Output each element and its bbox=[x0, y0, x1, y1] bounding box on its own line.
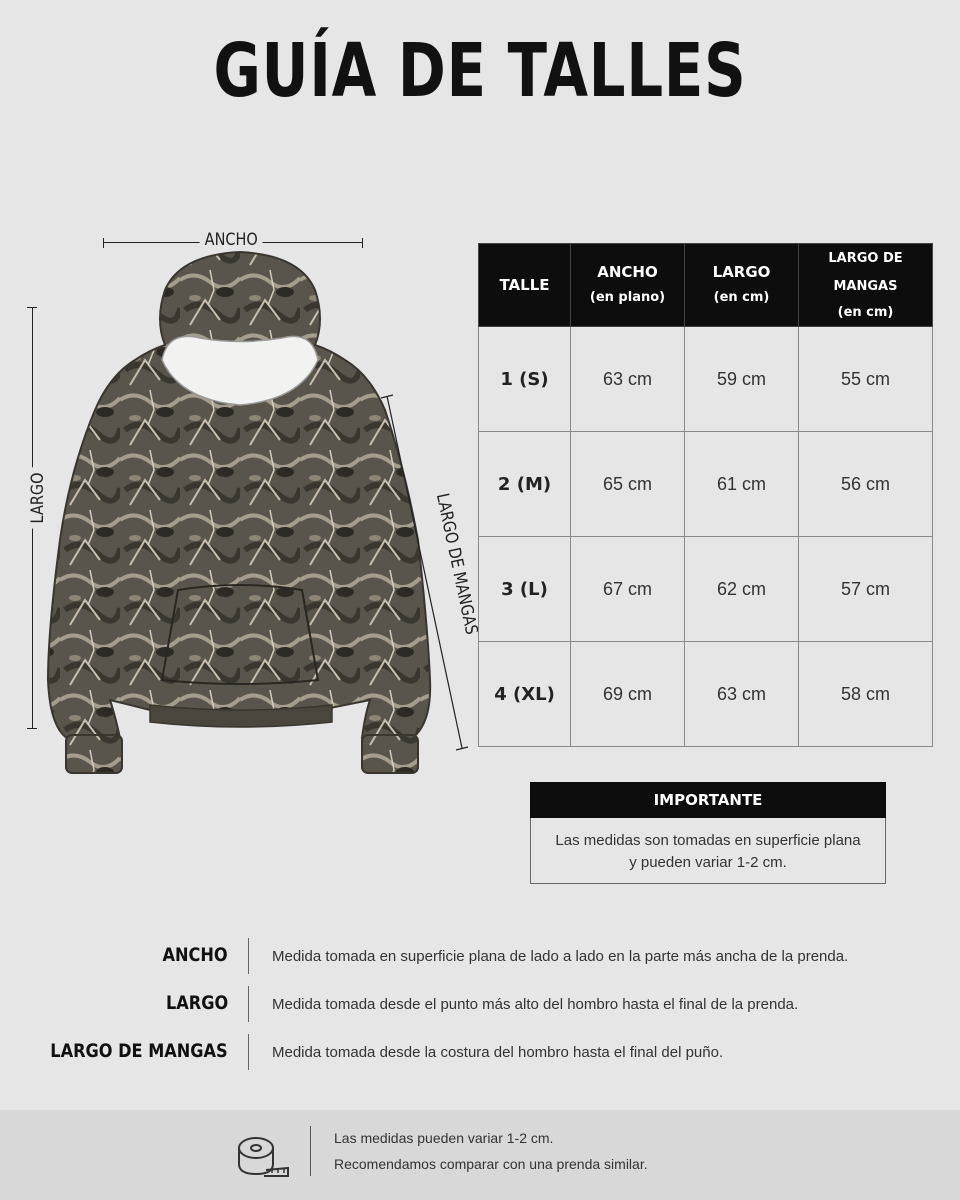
size-cell: 2 (M) bbox=[479, 432, 571, 537]
header-largo: LARGO (en cm) bbox=[685, 244, 799, 327]
ancho-label: ANCHO bbox=[200, 230, 263, 250]
size-table bbox=[478, 243, 933, 747]
hoodie-diagram bbox=[0, 210, 480, 790]
size-cell: 4 (XL) bbox=[479, 642, 571, 747]
header-talle: TALLE bbox=[479, 244, 571, 327]
mangas-cell: 56 cm bbox=[799, 432, 933, 537]
definition-row bbox=[0, 936, 960, 976]
mangas-cell: 55 cm bbox=[799, 327, 933, 432]
ancho-cell: 63 cm bbox=[571, 327, 685, 432]
largo-cell: 62 cm bbox=[685, 537, 799, 642]
header-mangas: LARGO DE MANGAS (en cm) bbox=[799, 244, 933, 327]
definition-text: Medida tomada desde la costura del hombro hasta el final del puño. bbox=[272, 1044, 724, 1061]
table-row bbox=[479, 327, 933, 432]
ancho-cell: 65 cm bbox=[571, 432, 685, 537]
largo-cell: 63 cm bbox=[685, 642, 799, 747]
mangas-label: LARGO DE MANGAS bbox=[431, 487, 483, 642]
table-row bbox=[479, 432, 933, 537]
footer bbox=[0, 1110, 960, 1200]
largo-cell: 59 cm bbox=[685, 327, 799, 432]
ancho-cell: 67 cm bbox=[571, 537, 685, 642]
page-title: GUÍA DE TALLES bbox=[213, 28, 747, 114]
important-heading: IMPORTANTE bbox=[530, 782, 886, 818]
definition-term: ANCHO bbox=[162, 944, 228, 966]
size-cell: 3 (L) bbox=[479, 537, 571, 642]
definition-divider bbox=[248, 986, 249, 1022]
definition-divider bbox=[248, 1034, 249, 1070]
ancho-cell: 69 cm bbox=[571, 642, 685, 747]
footer-line-2: Recomendamos comparar con una prenda similar. bbox=[334, 1156, 648, 1172]
mangas-cell: 58 cm bbox=[799, 642, 933, 747]
measuring-tape-icon bbox=[236, 1132, 290, 1180]
largo-label: LARGO bbox=[28, 467, 48, 528]
definition-text: Medida tomada desde el punto más alto del hombro hasta el final de la prenda. bbox=[272, 996, 799, 1013]
important-body bbox=[530, 818, 886, 884]
table-row bbox=[479, 642, 933, 747]
definition-term: LARGO bbox=[165, 992, 228, 1014]
size-cell: 1 (S) bbox=[479, 327, 571, 432]
mangas-dimension bbox=[0, 210, 480, 790]
definition-text: Medida tomada en superficie plana de lado a lado en la parte más ancha de la prenda. bbox=[272, 948, 849, 965]
definition-term: LARGO DE MANGAS bbox=[50, 1040, 228, 1062]
footer-divider bbox=[310, 1126, 311, 1176]
header-ancho: ANCHO (en plano) bbox=[571, 244, 685, 327]
important-box bbox=[530, 782, 886, 884]
largo-cell: 61 cm bbox=[685, 432, 799, 537]
table-row bbox=[479, 537, 933, 642]
important-line-1: Las medidas son tomadas en superficie plana bbox=[555, 832, 861, 849]
footer-line-1: Las medidas pueden variar 1-2 cm. bbox=[334, 1130, 554, 1146]
definition-row bbox=[0, 984, 960, 1024]
definition-row bbox=[0, 1032, 960, 1072]
definition-divider bbox=[248, 938, 249, 974]
important-line-2: y pueden variar 1-2 cm. bbox=[629, 854, 787, 871]
mangas-cell: 57 cm bbox=[799, 537, 933, 642]
table-header-row bbox=[479, 244, 933, 327]
